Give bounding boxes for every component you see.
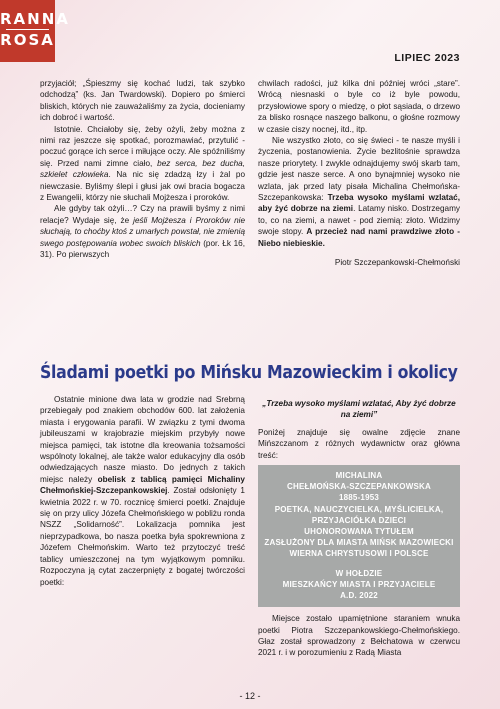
article2-title: Śladami poetki po Mińsku Mazowieckim i okolicy — [40, 363, 458, 383]
article1-left-column — [40, 78, 245, 261]
article2-left-column — [40, 394, 245, 588]
poem-quote: „Trzeba wysoko myślami wzlatać, Aby żyć dobrze na ziemi” — [262, 399, 456, 420]
paragraph: Istotnie. Chciałoby się, żeby ożyli, żeby można z nimi raz jeszcze się spotkać, porozmawiać, przytulić - poczuć gorące ich serce i miłujące oczy. Ale spóźniliśmy się. Przed nami zimne ciało, bez serca, bez ducha, szkielet człowieka. Na nic się zdadzą łzy i żal po niewczasie. Byliśmy ślepi i głusi jak owi bracia bogacza z Ewangelii, którzy nie słuchali Mojżesza i proroków. — [40, 124, 246, 203]
issue-date: LIPIEC 2023 — [394, 52, 460, 64]
logo-line2: ROSA — [0, 31, 55, 49]
paragraph: Poniżej znajduje się owalne zdjęcie znane Mińszczanom z różnych wydawnictw oraz główna treść: — [258, 427, 460, 460]
page-number: - 12 - — [239, 691, 261, 701]
magazine-logo — [0, 0, 70, 62]
logo-divider — [6, 29, 49, 30]
article2-right-column — [258, 398, 460, 659]
article1-right-column — [258, 78, 460, 269]
paragraph: Miejsce zostało upamiętnione staraniem wnuka poetki Piotra Szczepankowskiego-Chełmońskiego. Głaz został sprowadzony z Bełchatowa w czerwcu 2021 r. i w porozumieniu z Radą Miasta — [258, 614, 460, 658]
paragraph: Ale gdyby tak ożyli…? Czy na prawili byśmy z nimi relacje? Wydaje się, że jeśli Mojżesza i Proroków nie słuchają, to choćby ktoś z umarłych powstał, nie zmienią swego postępowania wobec swoich bliskich (por. Łk 16, 31). Po pierwszych — [40, 204, 245, 260]
paragraph: Ostatnie minione dwa lata w grodzie nad Srebrną przebiegały pod znakiem obchodów 600. lat założenia miasta i erygowania parafii. W związku z tymi dwoma jubileuszami w krajobrazie miejskim przybyły nowe miejsca pamięci, tak istotne dla kreowania tożsamości wspólnoty lokalnej, ale także walor edukacyjny dla osób odwiedzających nasze miasto. Do jednych z takich miejsc należy obelisk z tablicą pamięci Michaliny Chełmońskiej-Szczepankowskiej. Został odsłonięty 1 kwietnia 2022 r. w 70. rocznicę śmierci poetki. Znajduje się on przy ulicy Józefa Chełmońskiego w pobliżu ronda NSZZ „Solidarność”. Lokalizacja pomnika jest nieprzypadkowa, bo nasza poetka była spokrewniona z Józefem Chełmońskim. Warto też przytoczyć treść tablicy umieszczonej na tym wyjątkowym pomniku. Rozpoczyna ją cytat zaczerpnięty z bogatej twórczości poetki: — [40, 395, 245, 587]
paragraph: Nie wszystko złoto, co się świeci - te nasze myśli i życzenia, postanowienia. Życie bezlitośnie sprawdza nasze priorytety. I zwykle odnajdujemy swój skarb tam, gdzie jest nasze serce. A ono bynajmniej wysoko nie wzlata, jak przed laty pisała Michalina Chełmońska-Szczepankowska: Trzeba wysoko myślami wzlatać, aby żyć dobrze na ziemi. Latamy nisko. Dostrzegamy to, co na ziemi, a nawet - pod ziemią: złoto. Widzimy swoje stopy. A przecież nad nami prawdziwe złoto - Niebo niebieskie. — [258, 136, 461, 248]
author-signature: Piotr Szczepankowski-Chełmoński — [334, 258, 460, 268]
paragraph: przyjaciół; „Śpieszmy się kochać ludzi, tak szybko odchodzą” (ks. Jan Twardowski). Dopiero po śmierci bliskich, których nie zauważaliśmy za życia, docieniamy ich dobroć i wartość. — [40, 79, 245, 123]
plaque-inscription: MICHALINA CHEŁMOŃSKA-SZCZEPANKOWSKA 1885-1953 POETKA, NAUCZYCIELKA, MYŚLICIELKA, PRZYJACIÓŁKA DZIECI UHONOROWANA TYTUŁEM ZASŁUŻONY DLA MIASTA MIŃSK MAZOWIECKI WIERNA CHRYSTUSOWI I POLSCE W HOŁDZIE MIESZKAŃCY MIASTA I PRZYJACIELE A.D. 2022 — [258, 465, 460, 607]
logo-line1: RANNA — [0, 10, 70, 28]
paragraph: chwilach radości, już kilka dni później wróci „stare”. Wrócą niesnaski o byle co iż byle powodu, przysłowiowe spory o miedzę, o płot sąsiada, o drzewo za blisko rosnące naszego balkonu, o głośne rozmowy w czasie ciszy nocnej, itd., itp. — [258, 79, 460, 134]
